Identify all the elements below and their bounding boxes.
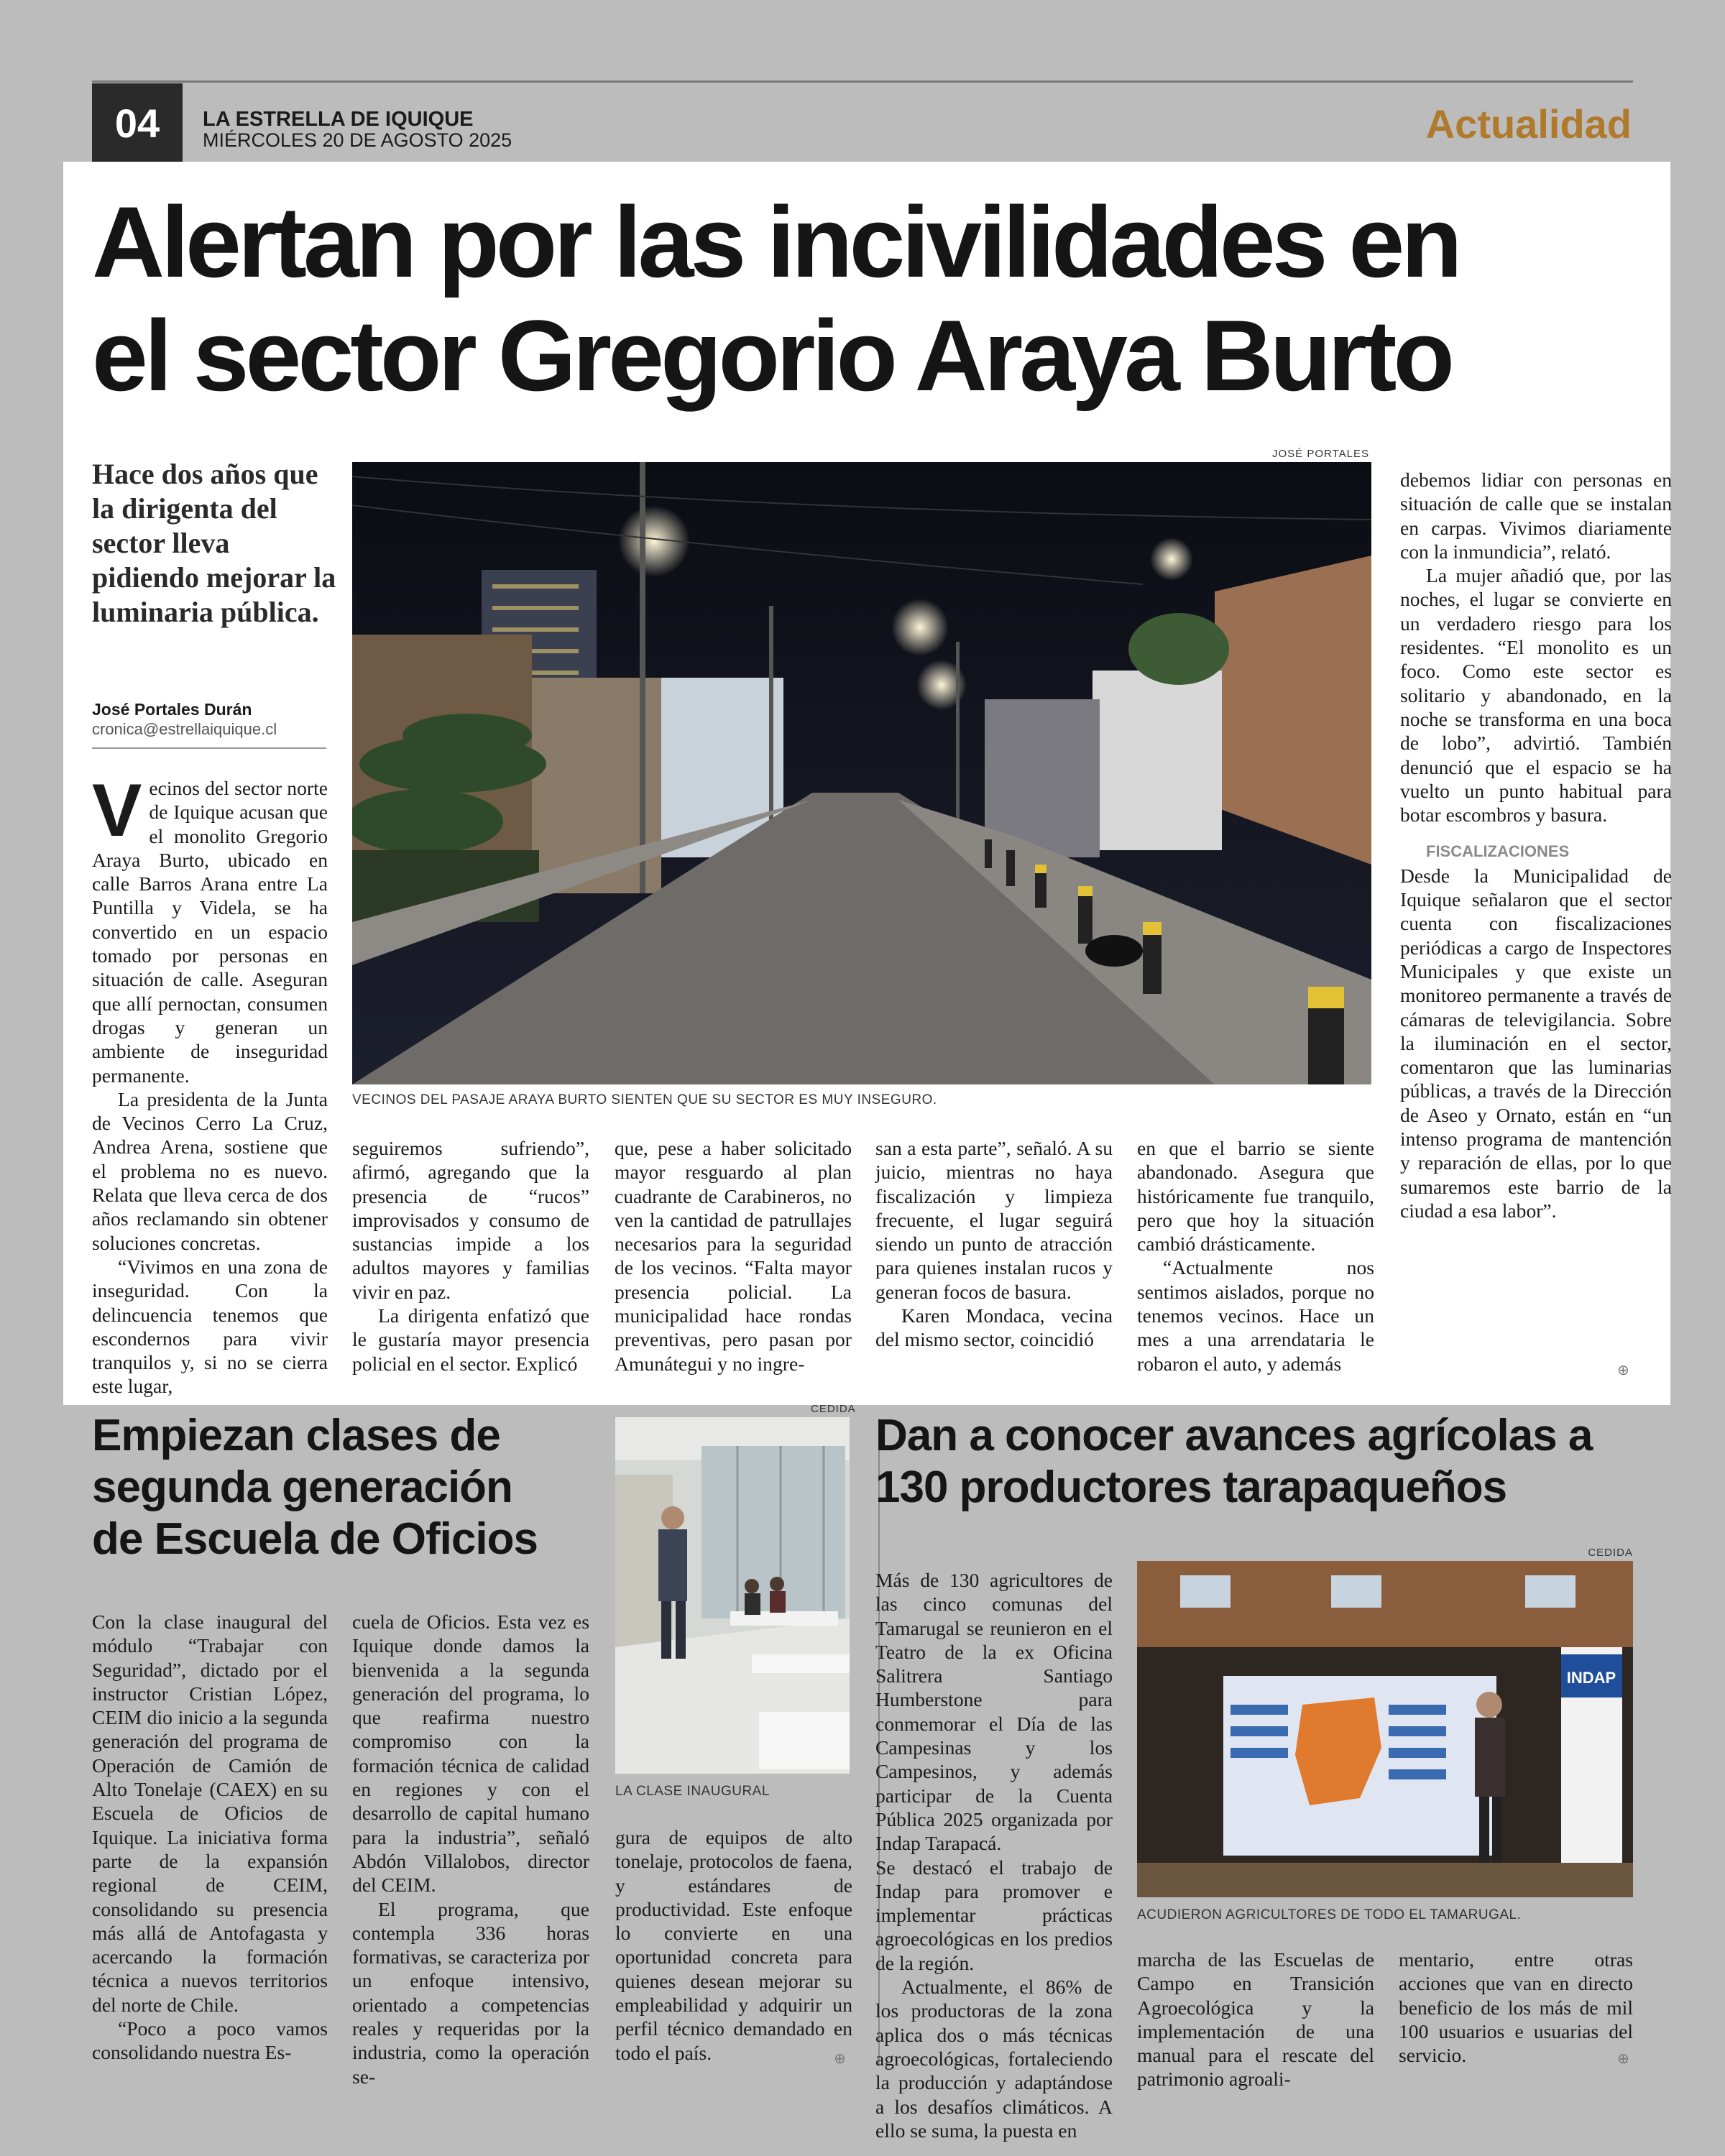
paragraph: san a esta parte”, señaló. A su juicio, mientras no haya fiscalización y limpieza frecuente, el lugar seguirá siendo un punto de atracción para quienes instalan rucos y generan focos de basura. — [875, 1137, 1113, 1303]
article2-column-3 — [615, 1825, 852, 2065]
paper-name: LA ESTRELLA DE IQUIQUE — [203, 108, 474, 131]
main-photo-credit: JOSÉ PORTALES — [1272, 448, 1369, 460]
subhead-fiscalizaciones: FISCALIZACIONES — [1426, 842, 1570, 861]
street-night-illustration — [352, 462, 1371, 1084]
paragraph: cuela de Oficios. Esta vez es Iquique donde damos la bienvenida a la segunda generación del programa, lo que reafirma nuestro compromiso con la formación técnica de calidad en regiones y con el desarrollo de capital humano para la industria”, señaló Abdón Villalobos, director del CEIM. — [352, 1611, 589, 1897]
article2-photo-classroom — [615, 1417, 850, 1774]
paragraph: La presidenta de la Junta de Vecinos Cerro La Cruz, Andrea Arena, sostiene que el problema no es nuevo. Relata que lleva cerca de dos años reclamando sin obtener soluciones concretas. — [92, 1087, 328, 1254]
article3-column-2 — [1137, 1948, 1374, 2091]
paragraph: debemos lidiar con personas en situación de calle que se instalan en carpas. Vivimos diariamente con la inmundicia”, relató. — [1400, 469, 1672, 563]
paragraph: Desde la Municipalidad de Iquique señalaron que el sector cuenta con fiscalizaciones periódicas a cargo de Inspectores Municipales y que existe un monitoreo permanente a través de cámaras de televigilancia. Sobre la iluminación en el sector, comentaron que las luminarias públicas, a través de la Dirección de Aseo y Ornato, están en “un intenso programa de mantención y reparación de ellas, por lo que sumaremos este barrio de la ciudad a esa labor”. — [1400, 864, 1672, 1222]
headline-line-1: Alertan por las incivilidades en — [92, 185, 1459, 298]
paragraph: “Vivimos en una zona de inseguridad. Con la delincuencia tenemos que escondernos para vivir tranquilos y, si no se cierra este lugar, — [92, 1255, 328, 1398]
paragraph: en que el barrio se siente abandonado. Asegura que históricamente fue tranquilo, pero que hoy la situación cambió drásticamente. — [1137, 1137, 1374, 1256]
paragraph: La dirigenta enfatizó que le gustaría mayor presencia policial en el sector. Explicó — [352, 1304, 589, 1375]
presentation-illustration — [1137, 1561, 1633, 1897]
main-column-5 — [1137, 1136, 1374, 1376]
article2-column-1 — [92, 1610, 328, 2065]
article3-column-1 — [875, 1568, 1113, 2142]
page-number: 04 — [92, 83, 183, 162]
paragraph: Con la clase inaugural del módulo “Trabajar con Seguridad”, dictado por el instructor Cristian López, CEIM dio inicio a la segunda generación del programa de Operación de Camión de Alto Tonelaje (CAEX) en su Escuela de Oficios de Iquique. La iniciativa forma parte de la expansión regional de CEIM, consolidando su presencia más allá de Antofagasta y acercando la formación técnica a nuevos territorios del norte de Chile. — [92, 1611, 328, 2016]
paragraph: “Poco a poco vamos consolidando nuestra Es- — [92, 2017, 328, 2064]
main-column-6 — [1400, 468, 1672, 1222]
main-column-2 — [352, 1136, 589, 1376]
article3-column-3 — [1399, 1948, 1633, 2067]
main-column-4 — [875, 1136, 1113, 1352]
paragraph: marcha de las Escuelas de Campo en Transición Agroecológica y la implementación de una manual para el rescate del patrimonio agroali- — [1137, 1948, 1374, 2091]
article2-column-2 — [352, 1610, 589, 2088]
article-deck: Hace dos años que la dirigenta del sector lleva pidiendo mejorar la luminaria pública. — [92, 458, 336, 628]
article2-photo-caption: LA CLASE INAUGURAL — [615, 1784, 770, 1799]
header-rule — [92, 80, 1633, 83]
paragraph: gura de equipos de alto tonelaje, protocolos de faena, y estándares de productividad. Este enfoque lo convierte en una oportunidad concreta para quienes desean mejorar su empleabilidad y adquirir un perfil técnico demandado en todo el país. — [615, 1826, 852, 2064]
paragraph: Más de 130 agricultores de las cinco comunas del Tamarugal se reunieron en el Teatro de la ex Oficina Salitrera Santiago Humberstone para conmemorar el Día de las Campesinas y los Campesinos, y además participar de la Cuenta Pública 2025 organizada por Indap Tarapacá. — [875, 1569, 1113, 1855]
paragraph: El programa, que contempla 336 horas formativas, se caracteriza por un enfoque intensivo, orientado a competencias reales y requeridas por la industria, como la operación se- — [352, 1897, 589, 2088]
author-divider — [92, 747, 326, 749]
author-email[interactable]: cronica@estrellaiquique.cl — [92, 720, 277, 738]
end-of-article-icon: ⊕ — [834, 2050, 846, 2067]
paragraph: Se destacó el trabajo de Indap para promover e implementar prácticas agroecológicas en los predios de la región. — [875, 1856, 1113, 1974]
main-column-1 — [92, 769, 328, 1399]
article3-photo-caption: ACUDIERON AGRICULTORES DE TODO EL TAMARUGAL. — [1137, 1907, 1522, 1922]
paragraph: Karen Mondaca, vecina del mismo sector, coincidió — [875, 1304, 1113, 1351]
end-of-article-icon: ⊕ — [1617, 1361, 1629, 1378]
headline-line-2: el sector Gregorio Araya Burto — [92, 299, 1451, 412]
main-photo-street-night — [352, 462, 1371, 1084]
paragraph: Vecinos del sector norte de Iquique acusan que el monolito Gregorio Araya Burto, ubicado en calle Barros Arana entre La Puntilla y Videla, se ha convertido en un espacio tomado por personas en situación de calle. Aseguran que allí pernoctan, consumen drogas y generan un ambiente de inseguridad permanente. — [92, 769, 328, 1087]
paragraph: “Actualmente nos sentimos aislados, porque no tenemos vecinos. Hace un mes a una arrendataria le robaron el auto, y además — [1137, 1256, 1374, 1375]
indap-banner-text: INDAP — [1566, 1669, 1616, 1687]
classroom-illustration — [615, 1417, 850, 1774]
paragraph: Actualmente, el 86% de los productoras de la zona aplica dos o más técnicas agroecológicas, fortaleciendo la producción y adaptándose a los desafíos climáticos. A ello se suma, la puesta en — [875, 1976, 1113, 2142]
main-headline — [92, 185, 1459, 413]
paragraph: que, pese a haber solicitado mayor resguardo al plan cuadrante de Carabineros, no ven la cantidad de patrullajes necesarios para la seguridad de los vecinos. “Falta mayor presencia policial. La municipalidad hace rondas preventivas, pero pasan por Amunátegui y no ingre- — [615, 1137, 852, 1375]
article3-headline: Dan a conocer avances agrícolas a 130 productores tarapaqueños — [875, 1411, 1593, 1512]
article3-photo-credit: CEDIDA — [1588, 1547, 1633, 1559]
paragraph: mentario, entre otras acciones que van en directo beneficio de los más de mil 100 usuarios e usuarias del servicio. — [1399, 1948, 1633, 2067]
main-photo-caption: VECINOS DEL PASAJE ARAYA BURTO SIENTEN QUE SU SECTOR ES MUY INSEGURO. — [352, 1092, 937, 1107]
author-name: José Portales Durán — [92, 700, 252, 719]
main-column-3 — [615, 1136, 852, 1376]
section-tag: Actualidad — [1425, 101, 1632, 147]
paragraph: seguiremos sufriendo”, afirmó, agregando que la presencia de “rucos” improvisados y consumo de sustancias impide a los adultos mayores y familias vivir en paz. — [352, 1137, 589, 1303]
dropcap: V — [92, 769, 142, 852]
article2-headline: Empiezan clases de segunda generación de Escuela de Oficios — [92, 1411, 538, 1564]
paper-date: MIÉRCOLES 20 DE AGOSTO 2025 — [203, 129, 512, 151]
end-of-article-icon: ⊕ — [1617, 2050, 1629, 2067]
paragraph: La mujer añadió que, por las noches, el lugar se convierte en un verdadero riesgo para los residentes. “El monolito es un foco. Como este sector es solitario y abandonado, en la noche se transforma en una boca de lobo”, advirtió. También denunció que el espacio se ha vuelto un punto habitual para botar escombros y basura. — [1400, 564, 1672, 826]
article2-photo-credit: CEDIDA — [811, 1403, 856, 1415]
article3-photo-presentation — [1137, 1561, 1633, 1897]
